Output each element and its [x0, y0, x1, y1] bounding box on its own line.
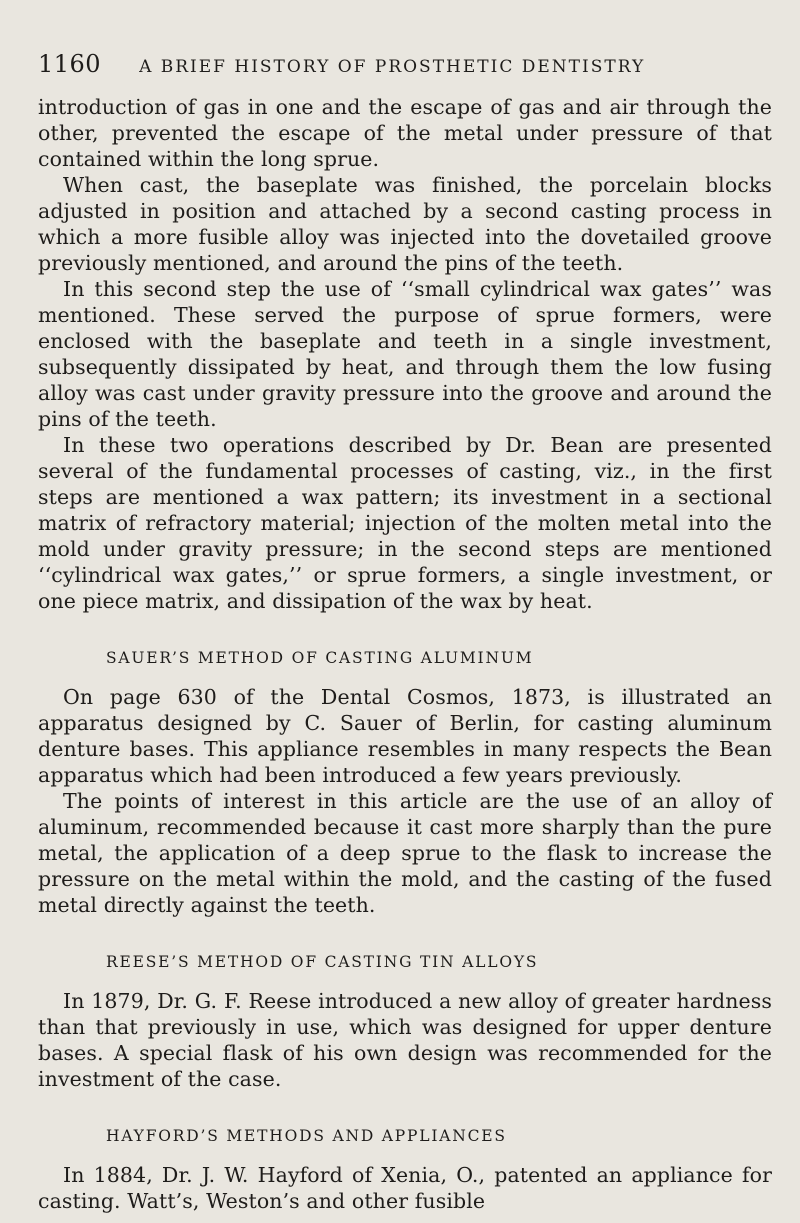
- heading-sauer-method: SAUER’S METHOD OF CASTING ALUMINUM: [106, 649, 534, 667]
- paragraph-continuation: introduction of gas in one and the escape of gas and air through the other, prevented the escape of the metal under pressure of that contained within the long sprue.: [38, 95, 772, 171]
- running-title: A BRIEF HISTORY OF PROSTHETIC DENTISTRY: [139, 57, 646, 77]
- page-number: 1160: [38, 50, 102, 78]
- paragraph-sauer-apparatus: On page 630 of the Dental Cosmos, 1873, is illustrated an apparatus designed by C. Sauer of Berlin, for casting aluminum denture bases. This appliance resembles in many respects the Bean apparatus which had been introduced a few years previously.: [38, 685, 772, 787]
- paragraph-baseplate-finished: When cast, the baseplate was finished, the porcelain blocks adjusted in position and attached by a second casting process in which a more fusible alloy was injected into the dovetailed groove previously mentioned, and around the pins of the teeth.: [38, 173, 772, 275]
- heading-hayford-methods: HAYFORD’S METHODS AND APPLIANCES: [106, 1127, 507, 1145]
- running-head: [38, 50, 772, 80]
- paragraph-bean-operations: In these two operations described by Dr. Bean are presented several of the fundamental processes of casting, viz., in the first steps are mentioned a wax pattern; its investment in a sectional matrix of refractory material; injection of the molten metal into the mold under gravity pressure; in the second steps are mentioned ‘‘cylindrical wax gates,’’ or sprue formers, a single investment, or one piece matrix, and dissipation of the wax by heat.: [38, 433, 772, 613]
- heading-reese-method: REESE’S METHOD OF CASTING TIN ALLOYS: [106, 953, 539, 971]
- paragraph-sauer-points: The points of interest in this article are the use of an alloy of aluminum, recommended because it cast more sharply than the pure metal, the application of a deep sprue to the flask to increase the pressure on the metal within the mold, and the casting of the fused metal directly against the teeth.: [38, 789, 772, 917]
- paragraph-hayford-patent: In 1884, Dr. J. W. Hayford of Xenia, O., patented an appliance for casting. Watt’s, Weston’s and other fusible: [38, 1163, 772, 1213]
- body-text: [38, 94, 772, 1214]
- paragraph-wax-gates: In this second step the use of ‘‘small cylindrical wax gates’’ was mentioned. These served the purpose of sprue formers, were enclosed with the baseplate and teeth in a single investment, subsequently dissipated by heat, and through them the low fusing alloy was cast under gravity pressure into the groove and around the pins of the teeth.: [38, 277, 772, 431]
- paragraph-reese-alloy: In 1879, Dr. G. F. Reese introduced a new alloy of greater hardness than that previously in use, which was designed for upper denture bases. A special flask of his own design was recommended for the investment of the case.: [38, 989, 772, 1091]
